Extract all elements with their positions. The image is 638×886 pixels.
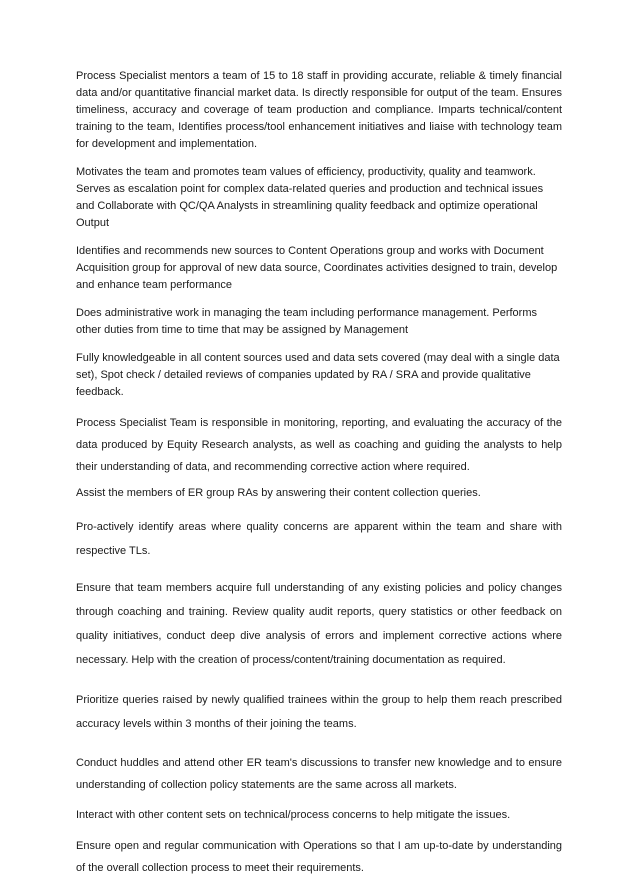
- paragraph-6: Process Specialist Team is responsible in monitoring, reporting, and evaluating the accuracy of the data produced by Equity Research analysts, as well as coaching and guiding the analysts to help their understanding of data, and recommending corrective action where required.: [76, 417, 562, 473]
- paragraph-12: Interact with other content sets on technical/process concerns to help mitigate the issues.: [76, 809, 511, 821]
- paragraph-9: Ensure that team members acquire full understanding of any existing policies and policy changes through coaching and training. Review quality audit reports, query statistics or other feedback on quality initiatives, conduct deep dive analysis of errors and implement corrective actions where necessary. Help with the creation of process/content/training documentation as required.: [76, 582, 562, 666]
- paragraph-3: Identifies and recommends new sources to Content Operations group and works with Document Acquisition group for approval of new data source, Coordinates activities designed to train, develop and enhance team performance: [76, 245, 558, 291]
- paragraph-8: Pro-actively identify areas where quality concerns are apparent within the team and share with respective TLs.: [76, 521, 562, 557]
- paragraph-5: Fully knowledgeable in all content sources used and data sets covered (may deal with a single data set), Spot check / detailed reviews of companies updated by RA / SRA and provide qualitative feedback.: [76, 352, 560, 398]
- paragraph-11: Conduct huddles and attend other ER team's discussions to transfer new knowledge and to ensure understanding of collection policy statements are the same across all markets.: [76, 757, 562, 791]
- paragraph-10: Prioritize queries raised by newly qualified trainees within the group to help them reach prescribed accuracy levels within 3 months of their joining the teams.: [76, 694, 562, 730]
- paragraph-7: Assist the members of ER group RAs by answering their content collection queries.: [76, 487, 481, 499]
- paragraph-2: Motivates the team and promotes team values of efficiency, productivity, quality and teamwork. Serves as escalation point for complex data-related queries and production and technical issues and Collaborate with QC/QA Analysts in streamlining quality feedback and optimize operational Output: [76, 166, 544, 229]
- paragraph-13: Ensure open and regular communication with Operations so that I am up-to-date by understanding of the overall collection process to meet their requirements.: [76, 840, 562, 874]
- paragraph-4: Does administrative work in managing the team including performance management. Performs other duties from time to time that may be assigned by Management: [76, 307, 537, 336]
- document-body: [76, 68, 562, 886]
- paragraph-1: Process Specialist mentors a team of 15 to 18 staff in providing accurate, reliable & timely financial data and/or quantitative financial market data. Is directly responsible for output of the team. Ensures timeliness, accuracy and coverage of team production and compliance. Imparts technical/content training to the team, Identifies process/tool enhancement initiatives and liaise with technology team for development and implementation.: [76, 70, 562, 150]
